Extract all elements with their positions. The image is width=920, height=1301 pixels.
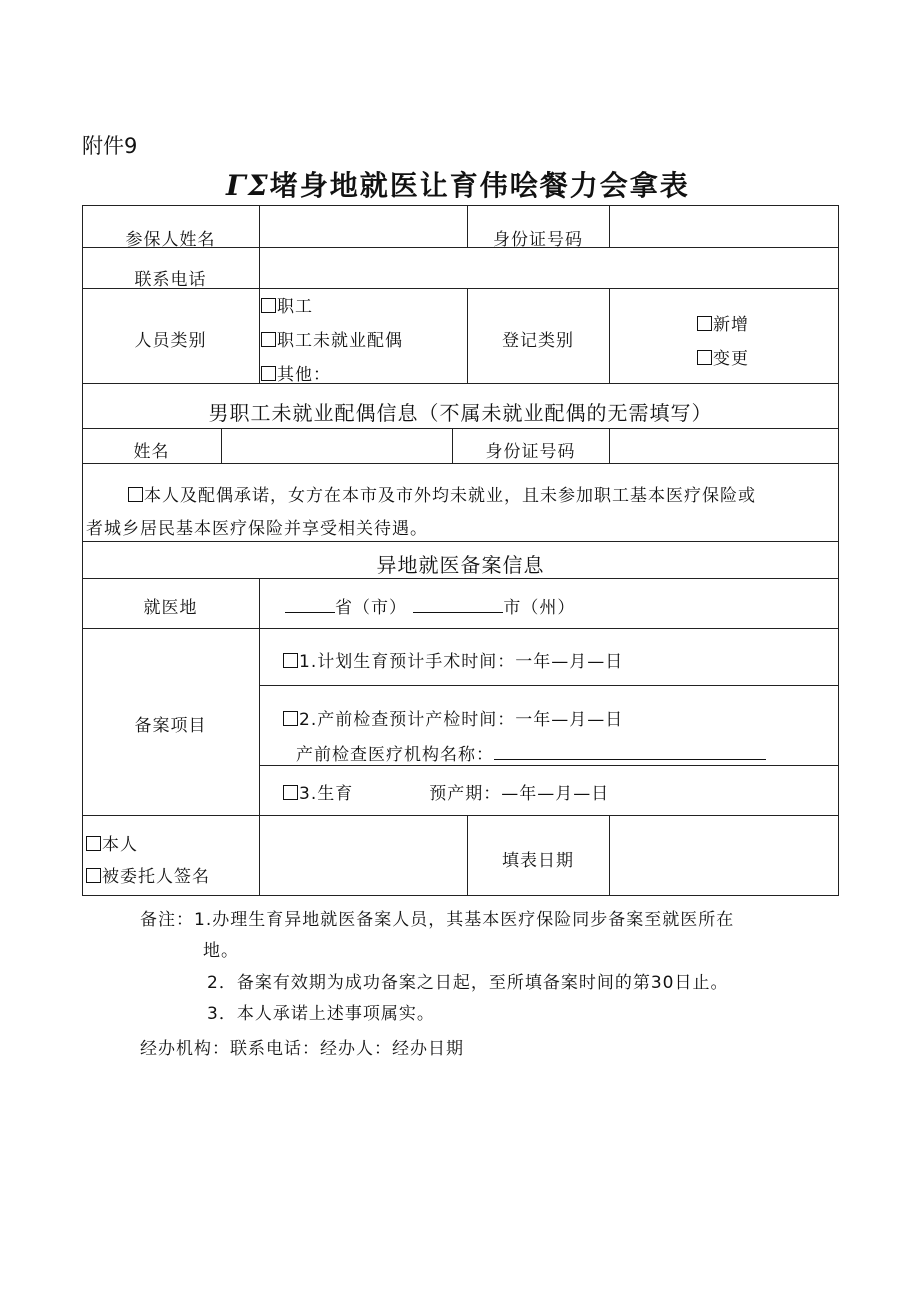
fill-date-label: 填表日期: [502, 851, 574, 871]
register-option-change[interactable]: 变更: [697, 344, 749, 369]
phone-label: 联系电话: [134, 270, 207, 290]
checkbox[interactable]: [261, 298, 276, 313]
title-text: 堵身地就医让育伟哙餐力会拿表: [269, 169, 690, 202]
note-1-cont: 地。: [203, 941, 239, 961]
spouse-section-title: 男职工未就业配偶信息（不属未就业配偶的无需填写）: [208, 401, 713, 425]
checkbox[interactable]: [283, 711, 298, 726]
form-title: [226, 164, 690, 204]
sign-delegate-option[interactable]: 被委托人签名: [86, 862, 210, 887]
note-2: 2．备案有效期为成功备案之日起，至所填备案时间的第30日止。: [207, 973, 729, 993]
checkbox[interactable]: [283, 785, 298, 800]
sign-self-option[interactable]: 本人: [86, 830, 138, 855]
handler-footer: 经办机构：联系电话：经办人：经办日期: [140, 1039, 464, 1059]
note-1: 备注：1.办理生育异地就医备案人员，其基本医疗保险同步备案至就医所在: [140, 910, 735, 930]
note-3: 3．本人承诺上述事项属实。: [207, 1004, 435, 1024]
medical-place-label: 就医地: [143, 598, 198, 618]
insured-name-label: 参保人姓名: [125, 230, 216, 250]
spouse-id-label: 身份证号码: [485, 442, 576, 462]
id-number-label: 身份证号码: [493, 230, 583, 250]
attachment-label: 附件9: [82, 134, 138, 158]
spouse-name-label: 姓名: [133, 442, 170, 462]
record-item-2[interactable]: 2.产前检查预计产检时间：一年—月—日: [283, 705, 623, 730]
city-blank[interactable]: [413, 598, 503, 613]
title-prefix: ΓΣ: [226, 169, 270, 202]
record-section-title: 异地就医备案信息: [376, 553, 545, 577]
checkbox[interactable]: [128, 487, 143, 502]
spouse-promise-line1[interactable]: 本人及配偶承诺，女方在本市及市外均未就业，且未参加职工基本医疗保险或: [128, 481, 756, 506]
checkbox[interactable]: [86, 836, 101, 851]
category-option-employee[interactable]: 职工: [261, 292, 313, 317]
checkbox[interactable]: [86, 868, 101, 883]
person-category-label: 人员类别: [134, 331, 207, 351]
spouse-promise-line2: 者城乡居民基本医疗保险并享受相关待遇。: [86, 519, 428, 539]
checkbox[interactable]: [283, 653, 298, 668]
register-type-label: 登记类别: [502, 331, 574, 351]
register-option-new[interactable]: 新增: [697, 310, 749, 335]
checkbox[interactable]: [697, 316, 712, 331]
record-item-1[interactable]: 1.计划生育预计手术时间：一年—月—日: [283, 647, 623, 672]
signature-field[interactable]: [264, 819, 462, 891]
fill-date-field[interactable]: [614, 819, 834, 891]
record-item-3[interactable]: 3.生育 预产期：—年—月—日: [283, 779, 609, 804]
province-blank[interactable]: [285, 598, 335, 613]
checkbox[interactable]: [697, 350, 712, 365]
record-items-label: 备案项目: [134, 716, 207, 736]
checkbox[interactable]: [261, 332, 276, 347]
medical-place-field[interactable]: 省（市） 市（州）: [285, 593, 575, 618]
category-option-spouse[interactable]: 职工未就业配偶: [261, 326, 403, 351]
checkbox[interactable]: [261, 366, 276, 381]
prenatal-org-blank[interactable]: [494, 745, 766, 760]
category-option-other[interactable]: 其他：: [261, 360, 331, 385]
prenatal-org-field[interactable]: 产前检查医疗机构名称：: [296, 740, 766, 765]
